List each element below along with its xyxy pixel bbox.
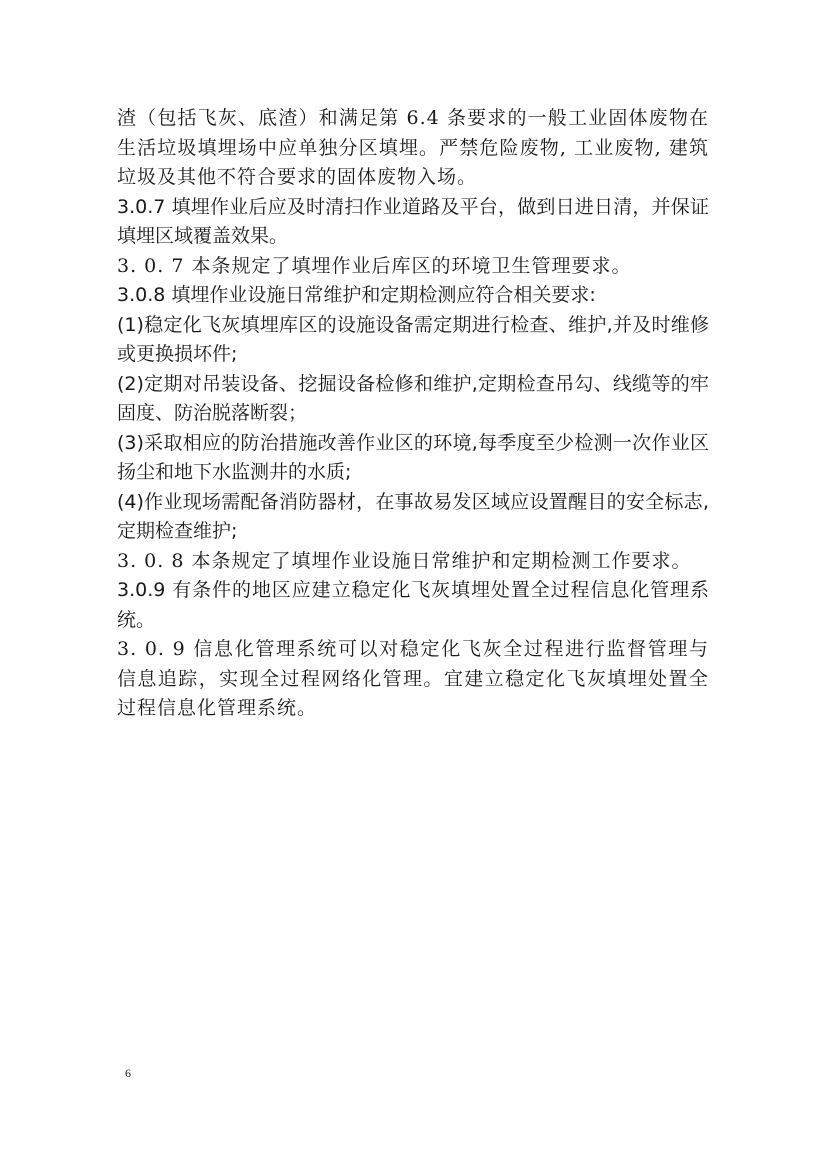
page-number: 6 <box>125 1066 131 1080</box>
paragraph-clause-3-0-9: 3.0.9 有条件的地区应建立稳定化飞灰填埋处置全过程信息化管理系统。 <box>117 579 709 631</box>
paragraph-item-2: (2)定期对吊装设备、挖掘设备检修和维护,定期检查吊勾、线缆等的牢固度、防治脱落断裂； <box>117 372 709 424</box>
paragraph-explanation-3-0-8: 3. 0. 8 本条规定了填埋作业设施日常维护和定期检测工作要求。 <box>117 549 692 572</box>
paragraph-item-4: (4)作业现场需配备消防器材，在事故易发区域应设置醒目的安全标志,定期检查维护; <box>117 490 709 542</box>
paragraph-explanation-3-0-7: 3. 0. 7 本条规定了填埋作业后库区的环境卫生管理要求。 <box>117 254 632 277</box>
paragraph-explanation-3-0-9: 3. 0. 9 信息化管理系统可以对稳定化飞灰全过程进行监督管理与信息追踪，实现全过程网络化管理。宜建立稳定化飞灰填埋处置全过程信息化管理系统。 <box>117 638 709 719</box>
document-body <box>117 104 709 724</box>
paragraph-clause-3-0-8: 3.0.8 填埋作业设施日常维护和定期检测应符合相关要求: <box>117 284 596 306</box>
paragraph-clause-3-0-7: 3.0.7 填埋作业后应及时清扫作业道路及平台，做到日进日清，并保证填埋区域覆盖效果。 <box>117 195 709 247</box>
paragraph-explanation-solid-waste: 渣（包括飞灰、底渣）和满足第 6.4 条要求的一般工业固体废物在生活垃圾填埋场中应单独分区填埋。严禁危险废物, 工业废物, 建筑垃圾及其他不符合要求的固体废物入场。 <box>117 107 709 188</box>
paragraph-item-3: (3)采取相应的防治措施改善作业区的环境,每季度至少检测一次作业区扬尘和地下水监测井的水质; <box>117 431 709 483</box>
paragraph-item-1: (1)稳定化飞灰填埋库区的设施设备需定期进行检查、维护,并及时维修或更换损坏件; <box>117 313 709 365</box>
